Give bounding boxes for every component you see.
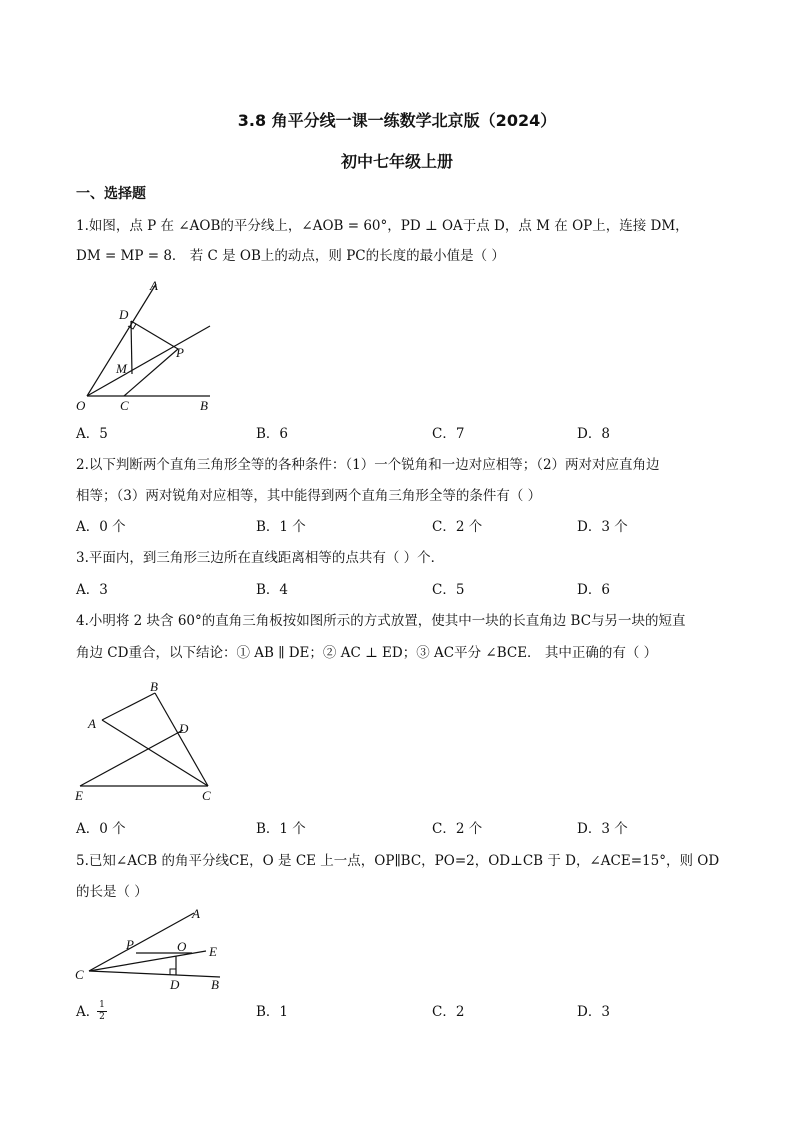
ray-cb: [89, 971, 220, 977]
q5-figure: [74, 905, 234, 995]
ray-op: [87, 326, 210, 396]
fraction-numerator: 1: [99, 1000, 105, 1010]
label-d: D: [179, 721, 189, 736]
q1-figure: [74, 278, 234, 418]
q4-option-b[interactable]: B．1 个: [256, 821, 306, 837]
q3-option-d[interactable]: D．6: [577, 582, 610, 598]
q1-line-1: 1.如图，点 P 在 ∠AOB的平分线上，∠AOB = 60°，PD ⊥ OA于点 D，点 M 在 OP上，连接 DM，: [76, 218, 689, 234]
label-c: C: [202, 788, 211, 803]
q1-option-c[interactable]: C．7: [432, 426, 465, 442]
right-angle-mark-d: [170, 969, 176, 975]
q4-line-1: 4.小明将 2 块含 60°的直角三角板按如图所示的方式放置，使其中一块的长直角边 BC与另一块的短直: [76, 613, 686, 629]
label-a: A: [88, 716, 96, 731]
segment-dm: [131, 321, 132, 374]
q3-option-c[interactable]: C．5: [432, 582, 465, 598]
segment-ac: [102, 720, 208, 786]
label-o: O: [76, 398, 86, 413]
q2-option-b[interactable]: B．1 个: [256, 519, 306, 535]
q4-option-c[interactable]: C．2 个: [432, 821, 483, 837]
q5-line-2: 的长是（ ）: [76, 884, 148, 900]
section-heading: 一、选择题: [76, 186, 146, 202]
q5-option-c[interactable]: C．2: [432, 1004, 465, 1020]
q5-option-b[interactable]: B．1: [256, 1004, 289, 1020]
segment-bc: [155, 693, 208, 786]
q3-option-b[interactable]: B．4: [256, 582, 289, 598]
q4-line-2: 角边 CD重合，以下结论：① AB ∥ DE；② AC ⊥ ED；③ AC平分 ∠BCE． 其中正确的有（ ）: [76, 645, 658, 661]
label-b: B: [150, 679, 158, 694]
label-m: M: [116, 361, 127, 376]
segment-ab: [102, 693, 155, 720]
label-c: C: [75, 967, 84, 982]
q2-line-1: 2.以下判断两个直角三角形全等的各种条件：（1）一个锐角和一边对应相等；（2）两对对应直角边: [76, 457, 660, 473]
q1-line-2: DM = MP = 8． 若 C 是 OB上的动点，则 PC的长度的最小值是（ ）: [76, 248, 505, 264]
q4-option-a[interactable]: A．0 个: [76, 821, 126, 837]
q1-option-b[interactable]: B．6: [256, 426, 289, 442]
q5-option-a-fraction: [97, 1001, 107, 1022]
q4-option-d[interactable]: D．3 个: [577, 821, 628, 837]
fraction-denominator: 2: [99, 1012, 105, 1022]
q5-option-d[interactable]: D．3: [577, 1004, 610, 1020]
q3-option-a[interactable]: A．3: [76, 582, 108, 598]
label-a: A: [192, 906, 200, 921]
segment-dp: [131, 321, 178, 349]
label-e: E: [75, 788, 83, 803]
document-title: 3.8 角平分线一课一练数学北京版（2024）: [237, 111, 557, 130]
label-d: D: [119, 307, 129, 322]
label-o: O: [177, 939, 187, 954]
label-b: B: [200, 398, 208, 413]
q2-option-a[interactable]: A．0 个: [76, 519, 126, 535]
label-p: P: [126, 937, 134, 952]
label-b: B: [211, 977, 219, 992]
q2-option-c[interactable]: C．2 个: [432, 519, 483, 535]
q1-option-a[interactable]: A．5: [76, 426, 108, 442]
q2-line-2: 相等；（3）两对锐角对应相等，其中能得到两个直角三角形全等的条件有（ ）: [76, 488, 542, 504]
q4-figure: [74, 676, 234, 806]
q5-line-1: 5.已知∠ACB 的角平分线CE，O 是 CE 上一点，OP∥BC，PO=2，OD⊥CB 于 D，∠ACE=15°，则 OD: [76, 853, 720, 869]
label-a: A: [150, 278, 158, 293]
label-e: E: [209, 944, 217, 959]
label-d: D: [170, 977, 180, 992]
ray-oa: [87, 284, 156, 396]
q5-option-a[interactable]: A．: [76, 1004, 100, 1020]
document-subtitle: 初中七年级上册: [340, 152, 453, 171]
q3-line-1: 3.平面内，到三角形三边所在直线距离相等的点共有（ ）个．: [76, 550, 445, 566]
label-p: P: [176, 345, 184, 360]
label-c: C: [120, 398, 129, 413]
q1-option-d[interactable]: D．8: [577, 426, 610, 442]
q2-option-d[interactable]: D．3 个: [577, 519, 628, 535]
